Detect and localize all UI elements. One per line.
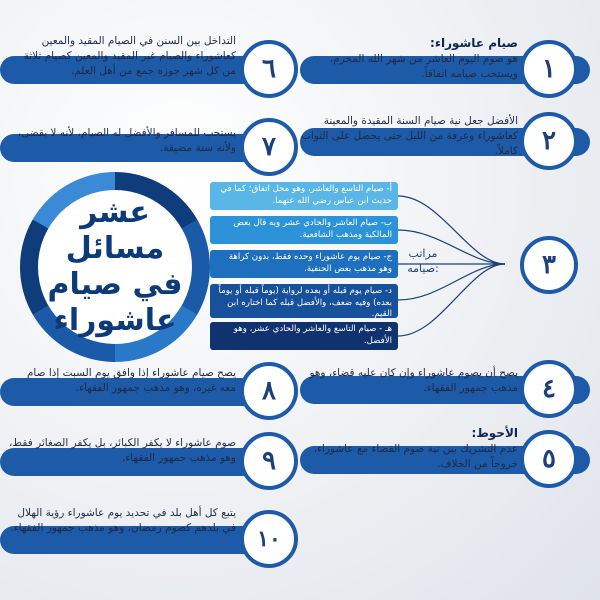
item-2-number: ٢: [520, 112, 578, 170]
item-3-option-a: أ- صيام التاسع والعاشر، وهو محل اتفاق؛ كما في حديث ابن عباس رضي الله عنهما.: [210, 182, 398, 210]
title-line-1: عشر: [80, 195, 150, 230]
item-4-number: ٤: [520, 360, 578, 418]
title-line-3: في صيام: [47, 267, 183, 302]
item-10-number: ١٠: [240, 510, 298, 568]
item-6: [0, 35, 600, 96]
item-9-number: ٩: [240, 432, 298, 490]
item-5-body: عدم التشريك بين نية صوم القضاء مع عاشوراء، خروجاً من الخلاف.: [313, 443, 518, 470]
item-10-text: يتبع كل أهل بلد في تحديد يوم عاشوراء رؤية الهلال في بلدهم كصوم رمضان، وهو مذهب جمهور الفقهاء.: [10, 507, 236, 534]
item-5-heading: الأحوط:: [471, 426, 518, 440]
item-3-option-b: ب- صيام العاشر والحادي عشر وبه قال بعض المالكية ومذهب الشافعية.: [210, 216, 398, 244]
item-4-text: يصح أن يصوم عاشوراء وإن كان عليه قضاء، وهو مذهب جمهور الفقهاء.: [309, 367, 518, 394]
item-7-number: ٧: [240, 118, 298, 176]
item-8-text: يصح صيام عاشوراء إذا وافق يوم السبت إذا صام معه غيره، وهو مذهب جمهور الفقهاء.: [26, 367, 236, 394]
item-10: [0, 507, 600, 566]
item-3-option-e: هـ - صيام التاسع والعاشر والحادي عشر، وهو الأفضل.: [210, 322, 398, 350]
title-line-2: مسائل: [65, 231, 165, 266]
item-1-heading: صيام عاشوراء:: [430, 36, 518, 50]
item-9-text: صوم عاشوراء لا يكفر الكبائر، بل يكفر الصغائر فقط، وهو مذهب جمهور الفقهاء.: [9, 437, 236, 464]
title-block: [38, 190, 192, 344]
item-8-number: ٨: [240, 362, 298, 420]
item-6-text: التداخل بين السنن في الصيام المقيد والمعين كعاشوراء والصيام غير المقيد والمعين كصيام ثلاثة من كل شهر جوزه جمع من أهل العلم.: [23, 35, 236, 77]
item-5-number: ٥: [520, 430, 578, 488]
item-3-option-d: د- صيام يوم قبله أو بعده لرواية (يوماً قبله أو يوماً بعده) وفيه ضعف، والأفضل قبله كما اختاره ابن القيم.: [210, 284, 398, 318]
item-3-number: ٣: [520, 236, 578, 294]
item-1-body: هو صوم اليوم العاشر من شهر الله المحرم، ويستحب صيامه اتفاقاً.: [329, 53, 518, 80]
item-9: [0, 432, 600, 488]
item-3-option-c: ج- صيام يوم عاشوراء وحده فقط، بدون كراهة وهو مذهب بعض الحنفية.: [210, 250, 398, 278]
item-7: [0, 118, 600, 174]
title-line-4: عاشوراء: [53, 303, 177, 338]
item-2-text: الأفضل جعل نية صيام السنة المقيدة والمعينة كعاشوراء وعرفة من الليل حتى يحصل على الثواب كاملاً.: [300, 115, 518, 157]
item-3-label: مراتب صيامه:: [407, 247, 439, 275]
item-7-text: يستحب للمسافر والأفضل له الصيام، لأنه لا يقضى، ولأنه سنة مضيقة.: [17, 127, 236, 154]
item-8: [0, 362, 600, 418]
item-6-number: ٦: [240, 40, 298, 98]
item-1-number: ١: [520, 40, 578, 98]
